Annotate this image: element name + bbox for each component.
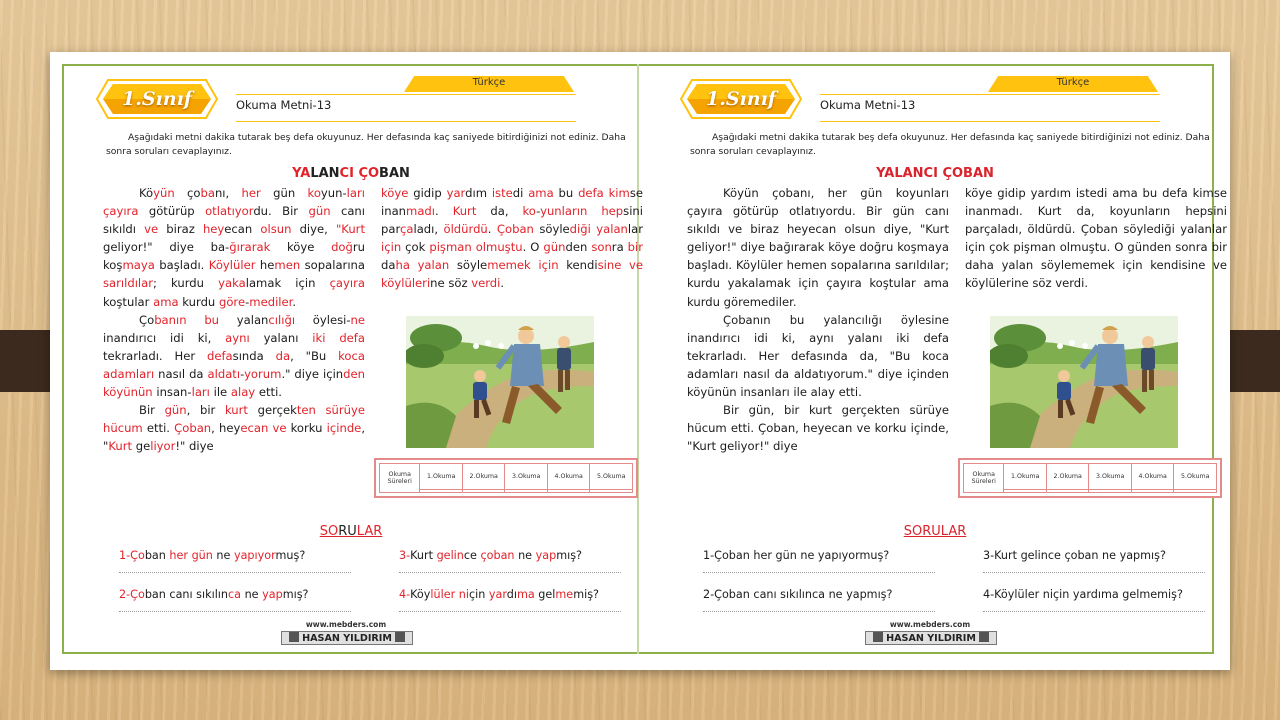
story-illustration xyxy=(406,316,594,448)
answer-line-4[interactable] xyxy=(983,611,1205,612)
author-label: HASAN YILDIRIM xyxy=(281,631,413,645)
reading-cell-3[interactable] xyxy=(1089,489,1132,492)
reading-cell-5[interactable] xyxy=(590,489,633,492)
reading-col-4: 4.Okuma xyxy=(1131,464,1174,490)
question-4: 4-Köylüler niçin yardıma gelmemiş? xyxy=(399,588,599,601)
reading-col-5: 5.Okuma xyxy=(590,464,633,490)
reading-cell-4[interactable] xyxy=(1131,489,1174,492)
story-paragraph-4: köye gidip yardım istedi ama bu defa kimse inanmadı. Kurt da, koyunların hepsini parçaladı, öldürdü. Çoban söylediği yalanlar için çok pişman olmuştu. O günden sonra bir daha yalan söylememek için kendisine ve köylülerine söz verdi. xyxy=(965,186,1227,291)
answer-line-2[interactable] xyxy=(119,611,351,612)
story-paragraph-3: Bir gün, bir kurt gerçekten sürüye hücum etti. Çoban, heyecan ve korku içinde, "Kurt geliyor!" diye xyxy=(103,403,366,454)
story-title: YALANCI ÇOBAN xyxy=(292,166,410,181)
story-paragraph-2: Çobanın bu yalancılığı öylesi-ne inandırıcı idi ki, aynı yalanı iki defa tekrarladı. Her defasında da, "Bu koca adamları nasıl da aldatı-yorum." diye içinden köyünün insan-ları ile alay etti. xyxy=(103,312,366,400)
reading-col-3: 3.Okuma xyxy=(1089,464,1132,490)
reading-col-2: 2.Okuma xyxy=(462,464,505,490)
story-column-2 xyxy=(381,184,643,293)
story-illustration xyxy=(990,316,1178,448)
question-1: 1-Çoban her gün ne yapıyormuş? xyxy=(119,549,306,562)
question-2: 2-Çoban canı sıkılınca ne yapmış? xyxy=(119,588,309,601)
reading-col-3: 3.Okuma xyxy=(505,464,548,490)
question-1: 1-Çoban her gün ne yapıyormuş? xyxy=(703,549,890,562)
worksheet-sheet xyxy=(50,52,1230,670)
website-label: www.mebders.com xyxy=(889,620,971,629)
reading-times-table xyxy=(374,458,638,498)
grade-label: 1.Sınıf xyxy=(122,88,192,110)
question-2: 2-Çoban canı sıkılınca ne yapmış? xyxy=(703,588,893,601)
subject-label: Türkçe xyxy=(472,77,506,88)
story-paragraph-3: Bir gün, bir kurt gerçekten sürüye hücum etti. Çoban, heyecan ve korku içinde, "Kurt geliyor!" diye xyxy=(687,403,949,454)
story-paragraph-2: Çobanın bu yalancılığı öylesine inandırıcı idi ki, aynı yalanı iki defa tekrarladı. Her defasında da, "Bu koca adamları nasıl da aldatıyorum." diye içinden köyünün insanları ile alay etti. xyxy=(687,312,949,400)
reading-cell-1[interactable] xyxy=(1004,489,1047,492)
reading-col-5: 5.Okuma xyxy=(1174,464,1217,490)
story-paragraph-1: Köyün çobanı, her gün koyun-ları çayıra götürüp otlatıyordu. Bir gün canı sıkıldı ve biraz heyecan olsun diye, "Kurt geliyor!" diye ba-ğırarak köye doğru koşmaya başladı. Köylüler hemen sopalarına sarıldılar; kurdu yakalamak için çayıra koştular ama kurdu göre-mediler. xyxy=(103,186,366,309)
logo-icon xyxy=(395,632,405,642)
question-3: 3-Kurt gelince çoban ne yapmış? xyxy=(399,549,582,562)
reading-cell-5[interactable] xyxy=(1174,489,1217,492)
answer-line-1[interactable] xyxy=(119,572,351,573)
answer-line-4[interactable] xyxy=(399,611,621,612)
document-title: Okuma Metni-13 xyxy=(820,98,916,112)
logo-icon xyxy=(979,632,989,642)
reading-cell-3[interactable] xyxy=(505,489,548,492)
question-3: 3-Kurt gelince çoban ne yapmış? xyxy=(983,549,1166,562)
grade-label: 1.Sınıf xyxy=(706,88,776,110)
reading-cell-2[interactable] xyxy=(462,489,505,492)
answer-line-1[interactable] xyxy=(703,572,935,573)
answer-line-3[interactable] xyxy=(983,572,1205,573)
story-column-2 xyxy=(965,184,1227,293)
reading-cell-2[interactable] xyxy=(1046,489,1089,492)
question-4: 4-Köylüler niçin yardıma gelmemiş? xyxy=(983,588,1183,601)
website-label: www.mebders.com xyxy=(305,620,387,629)
story-paragraph-4: köye gidip yardım istedi ama bu defa kimse inanmadı. Kurt da, ko-yunların hepsini parçaladı, öldürdü. Çoban söylediği yalanlar için çok pişman olmuştu. O günden sonra bir daha yalan söylememek için kendisine ve köylülerine söz verdi. xyxy=(381,186,644,291)
author-label: HASAN YILDIRIM xyxy=(865,631,997,645)
instructions: Aşağıdaki metni dakika tutarak beş defa okuyunuz. Her defasında kaç saniyede bitirdiğinizi not ediniz. Daha sonra soruları cevaplayınız. xyxy=(690,132,1210,157)
reading-col-2: 2.Okuma xyxy=(1046,464,1089,490)
answer-line-3[interactable] xyxy=(399,572,621,573)
story-paragraph-1: Köyün çobanı, her gün koyunları çayıra götürüp otlatıyordu. Bir gün canı sıkıldı ve biraz heyecan olsun diye, "Kurt geliyor!" diye bağırarak köye doğru koşmaya başladı. Köylüler hemen sopalarına sarıldılar; kurdu yakalamak için çayıra koştular ama kurdu göremediler. xyxy=(687,186,949,309)
questions-title: SORULAR xyxy=(903,524,967,539)
page-plain xyxy=(650,66,1227,652)
reading-col-1: 1.Okuma xyxy=(420,464,463,490)
page-header xyxy=(96,76,636,120)
logo-icon xyxy=(289,632,299,642)
reading-col-4: 4.Okuma xyxy=(547,464,590,490)
reading-times-label: Okuma Süreleri xyxy=(964,464,1004,493)
page-header xyxy=(680,76,1220,120)
reading-cell-1[interactable] xyxy=(420,489,463,492)
document-title: Okuma Metni-13 xyxy=(236,98,332,112)
page-divider xyxy=(637,64,639,654)
story-column-1 xyxy=(687,184,949,455)
instructions: Aşağıdaki metni dakika tutarak beş defa okuyunuz. Her defasında kaç saniyede bitirdiğinizi not ediniz. Daha sonra soruları cevaplayınız. xyxy=(106,132,626,157)
page-highlighted xyxy=(66,66,644,652)
logo-icon xyxy=(873,632,883,642)
questions-title: SORULAR xyxy=(319,524,383,539)
subject-label: Türkçe xyxy=(1056,77,1090,88)
reading-times-table xyxy=(958,458,1222,498)
reading-cell-4[interactable] xyxy=(547,489,590,492)
answer-line-2[interactable] xyxy=(703,611,935,612)
story-title: YALANCI ÇOBAN xyxy=(876,166,994,181)
story-column-1 xyxy=(103,184,365,455)
reading-col-1: 1.Okuma xyxy=(1004,464,1047,490)
reading-times-label: Okuma Süreleri xyxy=(380,464,420,493)
